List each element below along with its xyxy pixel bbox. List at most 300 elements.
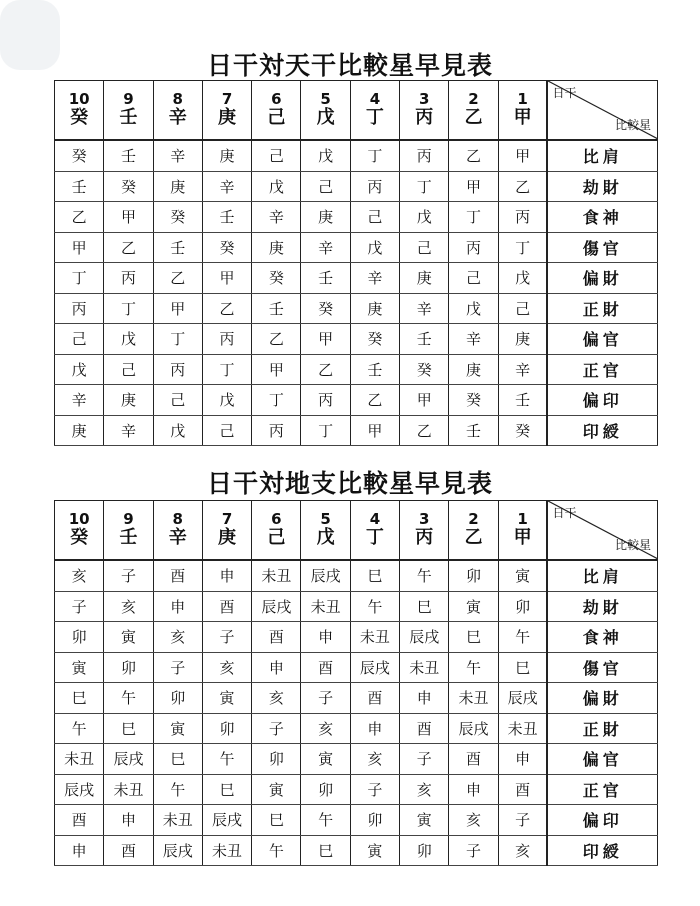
star-label	[547, 171, 657, 202]
page-title-earthly-branches: 日干対地支比較星早見表	[206, 469, 493, 498]
star-name: 正官	[582, 360, 623, 380]
table-cell: 子	[301, 683, 350, 714]
star-label	[547, 713, 657, 744]
table-cell: 寅	[400, 805, 449, 836]
table-cell: 癸	[350, 324, 399, 355]
table-cell: 子	[104, 560, 153, 591]
star-name: 偏官	[582, 330, 623, 350]
table-cell: 甲	[400, 385, 449, 416]
column-number: 5	[320, 90, 331, 108]
star-label	[547, 232, 657, 263]
table-cell: 壬	[449, 415, 498, 446]
table-cell: 辛	[104, 415, 153, 446]
table-cell: 未丑	[301, 591, 350, 622]
table-cell: 戊	[400, 202, 449, 233]
column-stem: 乙	[464, 107, 483, 128]
table-row	[55, 713, 658, 744]
table-cell: 庚	[498, 324, 547, 355]
table-cell: 癸	[202, 232, 251, 263]
table-cell: 癸	[498, 415, 547, 446]
table-cell: 己	[252, 140, 301, 171]
table-cell: 乙	[400, 415, 449, 446]
table-cell: 癸	[153, 202, 202, 233]
header-cell	[55, 501, 104, 561]
table-row	[55, 774, 658, 805]
header-cell	[252, 81, 301, 141]
table-cell: 午	[350, 591, 399, 622]
corner-label-day-stem: 日干	[552, 86, 577, 100]
table-cell: 寅	[153, 713, 202, 744]
column-stem: 壬	[119, 527, 138, 548]
column-stem: 癸	[70, 527, 89, 548]
table-cell: 己	[55, 324, 104, 355]
table-cell: 酉	[350, 683, 399, 714]
column-stem: 乙	[464, 527, 483, 548]
table-cell: 庚	[202, 140, 251, 171]
table-cell: 戊	[498, 263, 547, 294]
column-number: 8	[172, 90, 183, 108]
table-row	[55, 591, 658, 622]
table-cell: 丙	[449, 232, 498, 263]
table-cell: 甲	[252, 354, 301, 385]
table-row	[55, 263, 658, 294]
table-cell: 巳	[202, 774, 251, 805]
table-cell: 甲	[449, 171, 498, 202]
table-cell: 卯	[350, 805, 399, 836]
table-cell: 卯	[301, 774, 350, 805]
column-number: 4	[369, 510, 381, 528]
header-cell	[202, 81, 251, 141]
column-stem: 丁	[365, 107, 384, 128]
table-row	[55, 171, 658, 202]
table-cell: 申	[400, 683, 449, 714]
header-cell	[498, 81, 547, 141]
star-label	[547, 683, 657, 714]
column-number: 9	[123, 90, 134, 108]
table-cell: 午	[498, 622, 547, 653]
star-label	[547, 263, 657, 294]
table-cell: 子	[350, 774, 399, 805]
table-cell: 癸	[449, 385, 498, 416]
table-cell: 巳	[252, 805, 301, 836]
table-cell: 酉	[104, 835, 153, 866]
column-number: 3	[419, 90, 430, 108]
table-cell: 寅	[252, 774, 301, 805]
table-cell: 申	[202, 560, 251, 591]
table-cell: 辛	[55, 385, 104, 416]
table-cell: 辰戌	[449, 713, 498, 744]
column-number: 5	[320, 510, 331, 528]
table-cell: 亥	[202, 652, 251, 683]
table-cell: 酉	[400, 713, 449, 744]
column-number: 10	[68, 90, 90, 108]
table-cell: 甲	[55, 232, 104, 263]
header-cell	[301, 81, 350, 141]
header-cell	[350, 501, 399, 561]
star-label	[547, 202, 657, 233]
table-cell: 戊	[252, 171, 301, 202]
table-cell: 壬	[498, 385, 547, 416]
table-cell: 巳	[400, 591, 449, 622]
table-cell: 未丑	[252, 560, 301, 591]
table-cell: 辰戌	[202, 805, 251, 836]
column-stem: 甲	[513, 527, 532, 548]
column-number: 3	[419, 510, 430, 528]
table-cell: 庚	[400, 263, 449, 294]
star-name: 印綬	[582, 421, 623, 441]
star-label	[547, 293, 657, 324]
table-cell: 乙	[449, 140, 498, 171]
table-cell: 卯	[252, 744, 301, 775]
table-cell: 未丑	[55, 744, 104, 775]
table-cell: 子	[400, 744, 449, 775]
table-cell: 丁	[350, 140, 399, 171]
table-cell: 戊	[301, 140, 350, 171]
table-cell: 申	[301, 622, 350, 653]
star-label	[547, 805, 657, 836]
table-row	[55, 385, 658, 416]
table-cell: 巳	[301, 835, 350, 866]
header-cell	[202, 501, 251, 561]
table-cell: 酉	[449, 744, 498, 775]
table-cell: 丙	[104, 263, 153, 294]
table-cell: 卯	[498, 591, 547, 622]
header-cell	[104, 81, 153, 141]
table-cell: 丁	[301, 415, 350, 446]
table-cell: 亥	[252, 683, 301, 714]
table-row	[55, 415, 658, 446]
column-number: 8	[172, 510, 183, 528]
corner-label-comparison-star: 比較星	[614, 118, 651, 132]
table-cell: 壬	[301, 263, 350, 294]
table-cell: 子	[55, 591, 104, 622]
table-row	[55, 652, 658, 683]
table-cell: 丁	[252, 385, 301, 416]
column-number: 10	[68, 510, 90, 528]
table-cell: 亥	[104, 591, 153, 622]
table-cell: 乙	[55, 202, 104, 233]
table-cell: 辛	[498, 354, 547, 385]
table-cell: 乙	[350, 385, 399, 416]
table-cell: 壬	[252, 293, 301, 324]
header-cell	[301, 501, 350, 561]
table-cell: 酉	[252, 622, 301, 653]
table-cell: 丁	[55, 263, 104, 294]
heavenly-stems-table	[54, 80, 658, 446]
table-cell: 丙	[202, 324, 251, 355]
table-cell: 申	[153, 591, 202, 622]
table-cell: 辰戌	[400, 622, 449, 653]
table-cell: 丁	[400, 171, 449, 202]
table-cell: 辛	[400, 293, 449, 324]
table-cell: 庚	[350, 293, 399, 324]
table-cell: 癸	[301, 293, 350, 324]
star-name: 正官	[582, 780, 623, 800]
table-cell: 甲	[498, 140, 547, 171]
table-cell: 申	[104, 805, 153, 836]
table-cell: 戊	[202, 385, 251, 416]
star-label	[547, 560, 657, 591]
table-cell: 未丑	[350, 622, 399, 653]
table-row	[55, 140, 658, 171]
table-cell: 亥	[400, 774, 449, 805]
table-cell: 未丑	[104, 774, 153, 805]
star-label	[547, 622, 657, 653]
star-name: 正財	[582, 299, 623, 319]
table-cell: 辛	[252, 202, 301, 233]
table-cell: 子	[202, 622, 251, 653]
table-cell: 甲	[202, 263, 251, 294]
table-row	[55, 560, 658, 591]
table-cell: 亥	[153, 622, 202, 653]
table-cell: 未丑	[400, 652, 449, 683]
table-cell: 巳	[55, 683, 104, 714]
table-cell: 丁	[202, 354, 251, 385]
star-label	[547, 591, 657, 622]
table-cell: 乙	[202, 293, 251, 324]
table-row	[55, 232, 658, 263]
corner-cell	[547, 501, 657, 561]
table-cell: 壬	[202, 202, 251, 233]
column-stem: 辛	[168, 107, 187, 128]
table-cell: 亥	[498, 835, 547, 866]
table-row	[55, 835, 658, 866]
table-cell: 卯	[400, 835, 449, 866]
table-cell: 癸	[252, 263, 301, 294]
table-cell: 午	[301, 805, 350, 836]
column-stem: 己	[267, 527, 286, 548]
table-cell: 己	[498, 293, 547, 324]
table-cell: 酉	[202, 591, 251, 622]
star-label	[547, 354, 657, 385]
table-cell: 壬	[153, 232, 202, 263]
corner-cell	[547, 81, 657, 141]
table-cell: 辰戌	[350, 652, 399, 683]
table-cell: 寅	[498, 560, 547, 591]
table-cell: 丁	[153, 324, 202, 355]
column-number: 7	[221, 510, 233, 528]
table-cell: 癸	[55, 140, 104, 171]
table-cell: 卯	[449, 560, 498, 591]
table-cell: 壬	[350, 354, 399, 385]
star-name: 印綬	[582, 841, 623, 861]
table-row	[55, 354, 658, 385]
table-cell: 申	[350, 713, 399, 744]
table-cell: 午	[449, 652, 498, 683]
table-cell: 午	[153, 774, 202, 805]
table-cell: 丙	[350, 171, 399, 202]
table-cell: 辛	[449, 324, 498, 355]
star-name: 偏財	[582, 269, 623, 289]
table-cell: 未丑	[449, 683, 498, 714]
column-stem: 戊	[316, 527, 335, 548]
star-label	[547, 324, 657, 355]
table-cell: 酉	[301, 652, 350, 683]
table-cell: 子	[498, 805, 547, 836]
column-stem: 甲	[513, 107, 532, 128]
column-stem: 庚	[218, 527, 237, 548]
table-row	[55, 324, 658, 355]
table-cell: 己	[104, 354, 153, 385]
header-cell	[400, 501, 449, 561]
table-cell: 未丑	[153, 805, 202, 836]
table-cell: 壬	[400, 324, 449, 355]
corner-label-comparison-star: 比較星	[614, 538, 651, 552]
table-cell: 子	[252, 713, 301, 744]
table-cell: 庚	[301, 202, 350, 233]
earthly-branches-table	[54, 500, 658, 866]
header-cell	[449, 81, 498, 141]
table-cell: 庚	[252, 232, 301, 263]
table-cell: 丙	[498, 202, 547, 233]
column-stem: 辛	[168, 527, 187, 548]
column-number: 2	[468, 510, 479, 528]
table-cell: 午	[55, 713, 104, 744]
table-cell: 卯	[104, 652, 153, 683]
table-cell: 巳	[104, 713, 153, 744]
table-cell: 壬	[55, 171, 104, 202]
table-cell: 寅	[301, 744, 350, 775]
column-number: 6	[271, 510, 282, 528]
table-cell: 巳	[449, 622, 498, 653]
table-cell: 辰戌	[153, 835, 202, 866]
table-cell: 巳	[350, 560, 399, 591]
column-number: 7	[221, 90, 233, 108]
table-cell: 甲	[153, 293, 202, 324]
column-stem: 壬	[119, 107, 138, 128]
table-cell: 申	[252, 652, 301, 683]
column-number: 2	[468, 90, 479, 108]
table-cell: 乙	[498, 171, 547, 202]
table-cell: 乙	[104, 232, 153, 263]
star-label	[547, 385, 657, 416]
table-cell: 亥	[449, 805, 498, 836]
table-cell: 乙	[252, 324, 301, 355]
table-cell: 壬	[104, 140, 153, 171]
table-cell: 卯	[153, 683, 202, 714]
table-cell: 己	[153, 385, 202, 416]
star-label	[547, 415, 657, 446]
table-cell: 丙	[400, 140, 449, 171]
star-label	[547, 652, 657, 683]
table-cell: 丙	[301, 385, 350, 416]
column-number: 1	[517, 90, 528, 108]
star-name: 食神	[582, 628, 623, 648]
table-cell: 寅	[104, 622, 153, 653]
table-cell: 卯	[55, 622, 104, 653]
star-name: 傷官	[582, 238, 623, 258]
table-cell: 亥	[350, 744, 399, 775]
column-stem: 癸	[70, 107, 89, 128]
table-cell: 辰戌	[301, 560, 350, 591]
table-cell: 寅	[350, 835, 399, 866]
table-cell: 辛	[350, 263, 399, 294]
table-cell: 己	[202, 415, 251, 446]
star-name: 比肩	[582, 567, 623, 587]
column-stem: 丙	[415, 107, 434, 128]
table-cell: 子	[153, 652, 202, 683]
header-row	[55, 501, 658, 561]
star-label	[547, 140, 657, 171]
star-name: 食神	[582, 208, 623, 228]
column-number: 6	[271, 90, 282, 108]
table-cell: 午	[400, 560, 449, 591]
header-cell	[55, 81, 104, 141]
star-name: 偏財	[582, 689, 623, 709]
table-cell: 戊	[449, 293, 498, 324]
table-cell: 癸	[400, 354, 449, 385]
table-cell: 乙	[301, 354, 350, 385]
table-cell: 辰戌	[252, 591, 301, 622]
table-cell: 亥	[301, 713, 350, 744]
table-row	[55, 293, 658, 324]
table-cell: 辛	[153, 140, 202, 171]
table-cell: 甲	[104, 202, 153, 233]
column-stem: 己	[267, 107, 286, 128]
table-cell: 辰戌	[55, 774, 104, 805]
table-cell: 辛	[202, 171, 251, 202]
table-cell: 庚	[153, 171, 202, 202]
table-cell: 丁	[449, 202, 498, 233]
table-cell: 己	[350, 202, 399, 233]
star-name: 正財	[582, 719, 623, 739]
table-cell: 丁	[498, 232, 547, 263]
table-cell: 午	[104, 683, 153, 714]
table-cell: 己	[449, 263, 498, 294]
table-cell: 午	[252, 835, 301, 866]
table-cell: 庚	[104, 385, 153, 416]
header-cell	[104, 501, 153, 561]
table-cell: 未丑	[498, 713, 547, 744]
table-cell: 戊	[104, 324, 153, 355]
star-label	[547, 744, 657, 775]
table-cell: 丁	[104, 293, 153, 324]
star-name: 比肩	[582, 147, 623, 167]
column-number: 4	[369, 90, 381, 108]
header-row	[55, 81, 658, 141]
header-cell	[252, 501, 301, 561]
table-cell: 辰戌	[498, 683, 547, 714]
table-cell: 寅	[202, 683, 251, 714]
header-cell	[400, 81, 449, 141]
star-name: 劫財	[582, 597, 623, 617]
table-cell: 午	[202, 744, 251, 775]
table-cell: 甲	[301, 324, 350, 355]
table-cell: 巳	[498, 652, 547, 683]
table-cell: 申	[449, 774, 498, 805]
table-cell: 辰戌	[104, 744, 153, 775]
table-cell: 未丑	[202, 835, 251, 866]
star-label	[547, 835, 657, 866]
table-cell: 己	[301, 171, 350, 202]
column-stem: 戊	[316, 107, 335, 128]
table-row	[55, 622, 658, 653]
table-cell: 亥	[55, 560, 104, 591]
table-row	[55, 744, 658, 775]
header-cell	[498, 501, 547, 561]
table-cell: 卯	[202, 713, 251, 744]
star-name: 傷官	[582, 658, 623, 678]
table-cell: 申	[498, 744, 547, 775]
table-cell: 酉	[153, 560, 202, 591]
table-cell: 丙	[55, 293, 104, 324]
column-stem: 丙	[415, 527, 434, 548]
header-cell	[153, 81, 202, 141]
table-cell: 丙	[252, 415, 301, 446]
table-row	[55, 805, 658, 836]
column-stem: 丁	[365, 527, 384, 548]
table-cell: 巳	[153, 744, 202, 775]
